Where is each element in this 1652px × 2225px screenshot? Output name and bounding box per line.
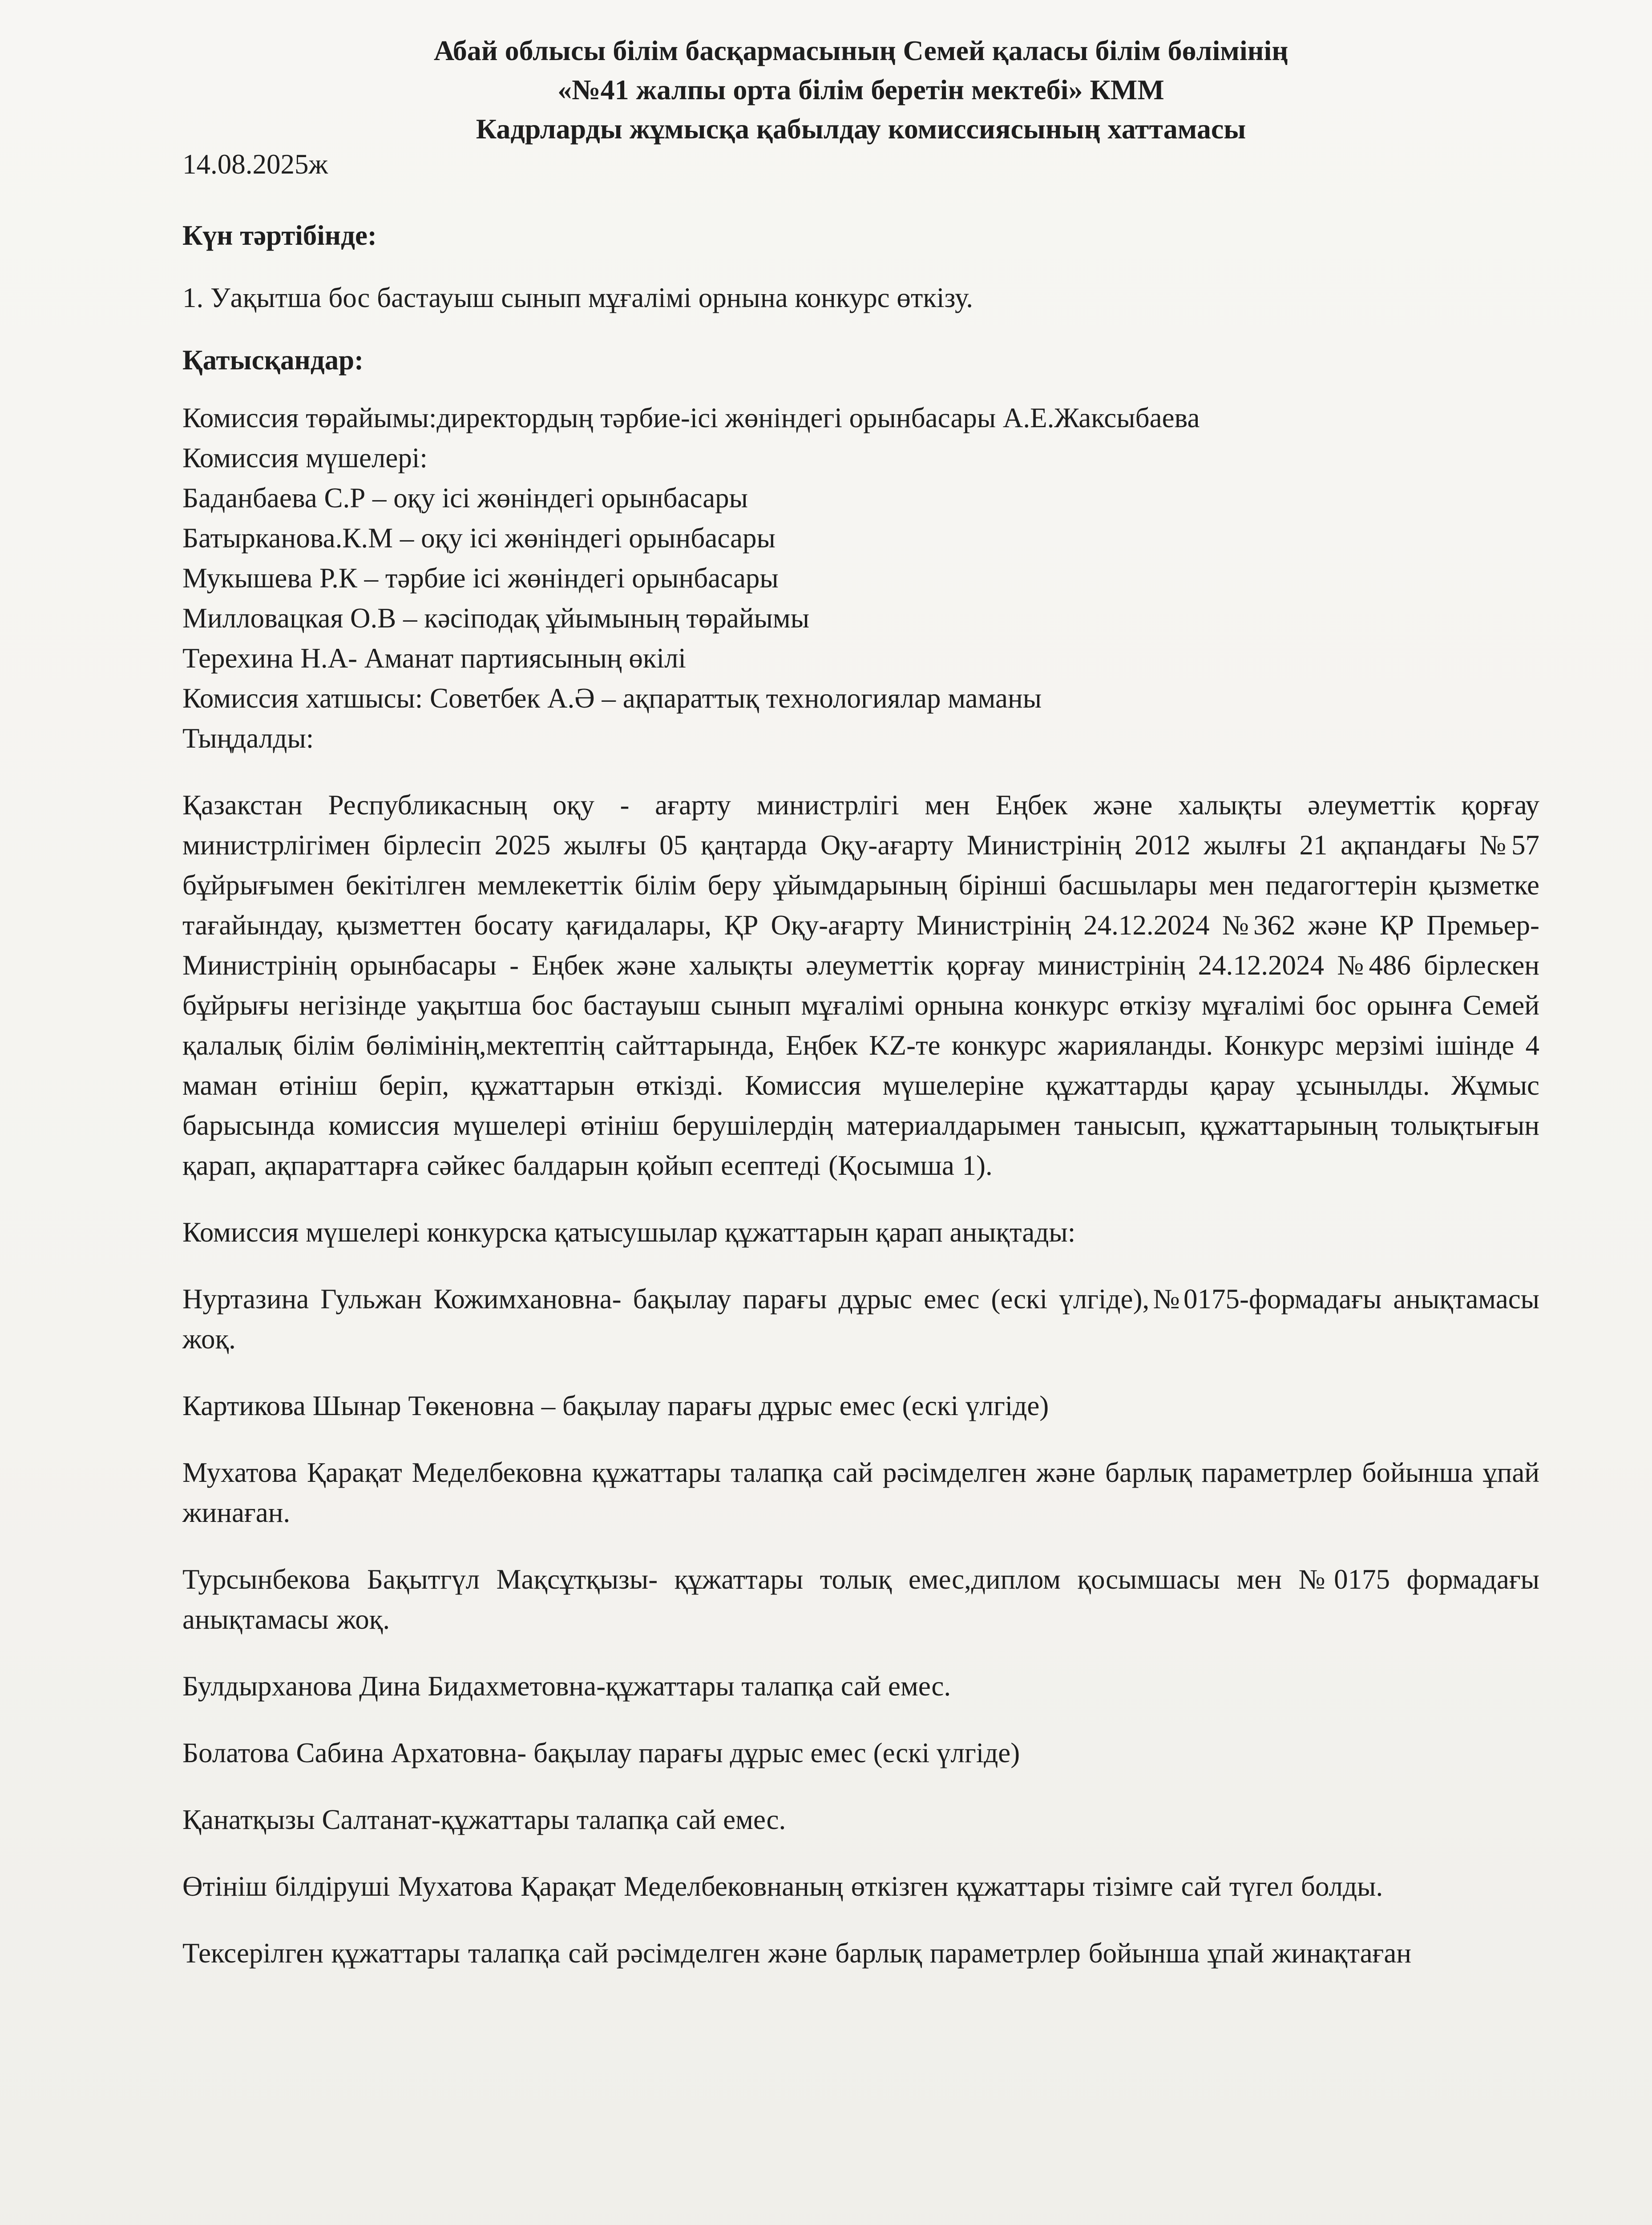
participants-list <box>182 398 1539 758</box>
participants-heading: Қатысқандар: <box>182 344 364 376</box>
agenda-item: 1. Уақытша бос бастауыш сынып мұғалімі орнына конкурс өткізу. <box>182 282 973 313</box>
conclusion-paragraph: Тексерілген құжаттары талапқа сай рәсімделген және барлық параметрлер бойынша ұпай жинақтаған <box>182 1938 1412 1969</box>
candidate-entry: Булдырханова Дина Бидахметовна-құжаттары талапқа сай емес. <box>182 1671 951 1702</box>
header-line-2: «№41 жалпы орта білім беретін мектебі» КММ <box>557 74 1164 105</box>
candidate-entry: Қанатқызы Салтанат-құжаттары талапқа сай емес. <box>182 1804 786 1835</box>
header-line-3: Кадрларды жұмысқа қабылдау комиссиясының хаттамасы <box>476 113 1246 145</box>
review-intro: Комиссия мүшелері конкурска қатысушылар құжаттарын қарап анықтады: <box>182 1217 1076 1248</box>
commission-secretary: Комиссия хатшысы: Советбек А.Ә – ақпараттық технологиялар маманы <box>182 683 1042 714</box>
members-label: Комиссия мүшелері: <box>182 442 428 473</box>
candidate-entry: Мухатова Қарақат Меделбековна құжаттары талапқа сай рәсімделген және барлық параметрлер бойынша ұпай жинаған. <box>182 1457 1539 1528</box>
commission-member: Милловацкая О.В – кәсіподақ ұйымының төрайымы <box>182 603 810 634</box>
candidate-entry: Картикова Шынар Төкеновна – бақылау парағы дұрыс емес (ескі үлгіде) <box>182 1390 1049 1421</box>
commission-chair: Комиссия төрайымы:директордың тәрбие-ісі жөніндегі орынбасары А.Е.Жаксыбаева <box>182 402 1200 433</box>
candidate-entry: Болатова Сабина Архатовна- бақылау парағы дұрыс емес (ескі үлгіде) <box>182 1737 1020 1768</box>
candidate-entry: Нуртазина Гульжан Кожимхановна- бақылау парағы дұрыс емес (ескі үлгіде),№0175-формадағы анықтамасы жоқ. <box>182 1283 1539 1355</box>
document-date: 14.08.2025ж <box>182 149 328 180</box>
conclusion-paragraph: Өтініш білдіруші Мухатова Қарақат Меделбековнаның өткізген құжаттары тізімге сай түгел болды. <box>182 1871 1383 1902</box>
commission-member: Терехина Н.А- Аманат партиясының өкілі <box>182 643 686 674</box>
agenda-heading: Күн тәртібінде: <box>182 220 377 251</box>
candidate-entry: Турсынбекова Бақытгүл Мақсұтқызы- құжаттары толық емес,диплом қосымшасы мен №0175 формадағы анықтамасы жоқ. <box>182 1564 1539 1635</box>
page-content <box>182 31 1539 1973</box>
commission-member: Мукышева Р.К – тәрбие ісі жөніндегі орынбасары <box>182 562 779 594</box>
listened-label: Тыңдалды: <box>182 723 314 754</box>
commission-member: Баданбаева С.Р – оқу ісі жөніндегі орынбасары <box>182 482 748 514</box>
commission-member: Батырканова.К.М – оқу ісі жөніндегі орынбасары <box>182 522 776 554</box>
document-header <box>182 31 1539 149</box>
header-line-1: Абай облысы білім басқармасының Семей қаласы білім бөлімінің <box>433 35 1288 66</box>
main-paragraph: Қазакстан Республикасның оқу - ағарту министрлігі мен Еңбек және халықты әлеуметтік қорғау министрлігімен бірлесіп 2025 жылғы 05 қаңтарда Оқу-ағарту Министрінің 2012 жылғы 21 ақпандағы №57 бұйрығымен бекітілген мемлекеттік білім беру ұйымдарының бірінші басшылары мен педагогтерін қызметке тағайындау, қызметтен босату қағидалары, ҚР Оқу-ағарту Министрінің 24.12.2024 №362 және ҚР Премьер-Министрінің орынбасары - Еңбек және халықты әлеуметтік қорғау министрінің 24.12.2024 №486 бірлескен бұйрығы негізінде уақытша бос бастауыш сынып мұғалімі орнына конкурс өткізу мұғалімі бос орынға Семей қалалық білім бөлімінің,мектептің сайттарында, Еңбек KZ-те конкурс жарияланды. Конкурс мерзімі ішінде 4 маман өтініш беріп, құжаттарын өткізді. Комиссия мүшелеріне құжаттарды қарау ұсынылды. Жұмыс барысында комиссия мүшелері өтініш берушілердің материалдарымен танысып, құжаттарының толықтығын қарап, ақпараттарға сәйкес балдарын қойып есептеді (Қосымша 1). <box>182 789 1539 1181</box>
